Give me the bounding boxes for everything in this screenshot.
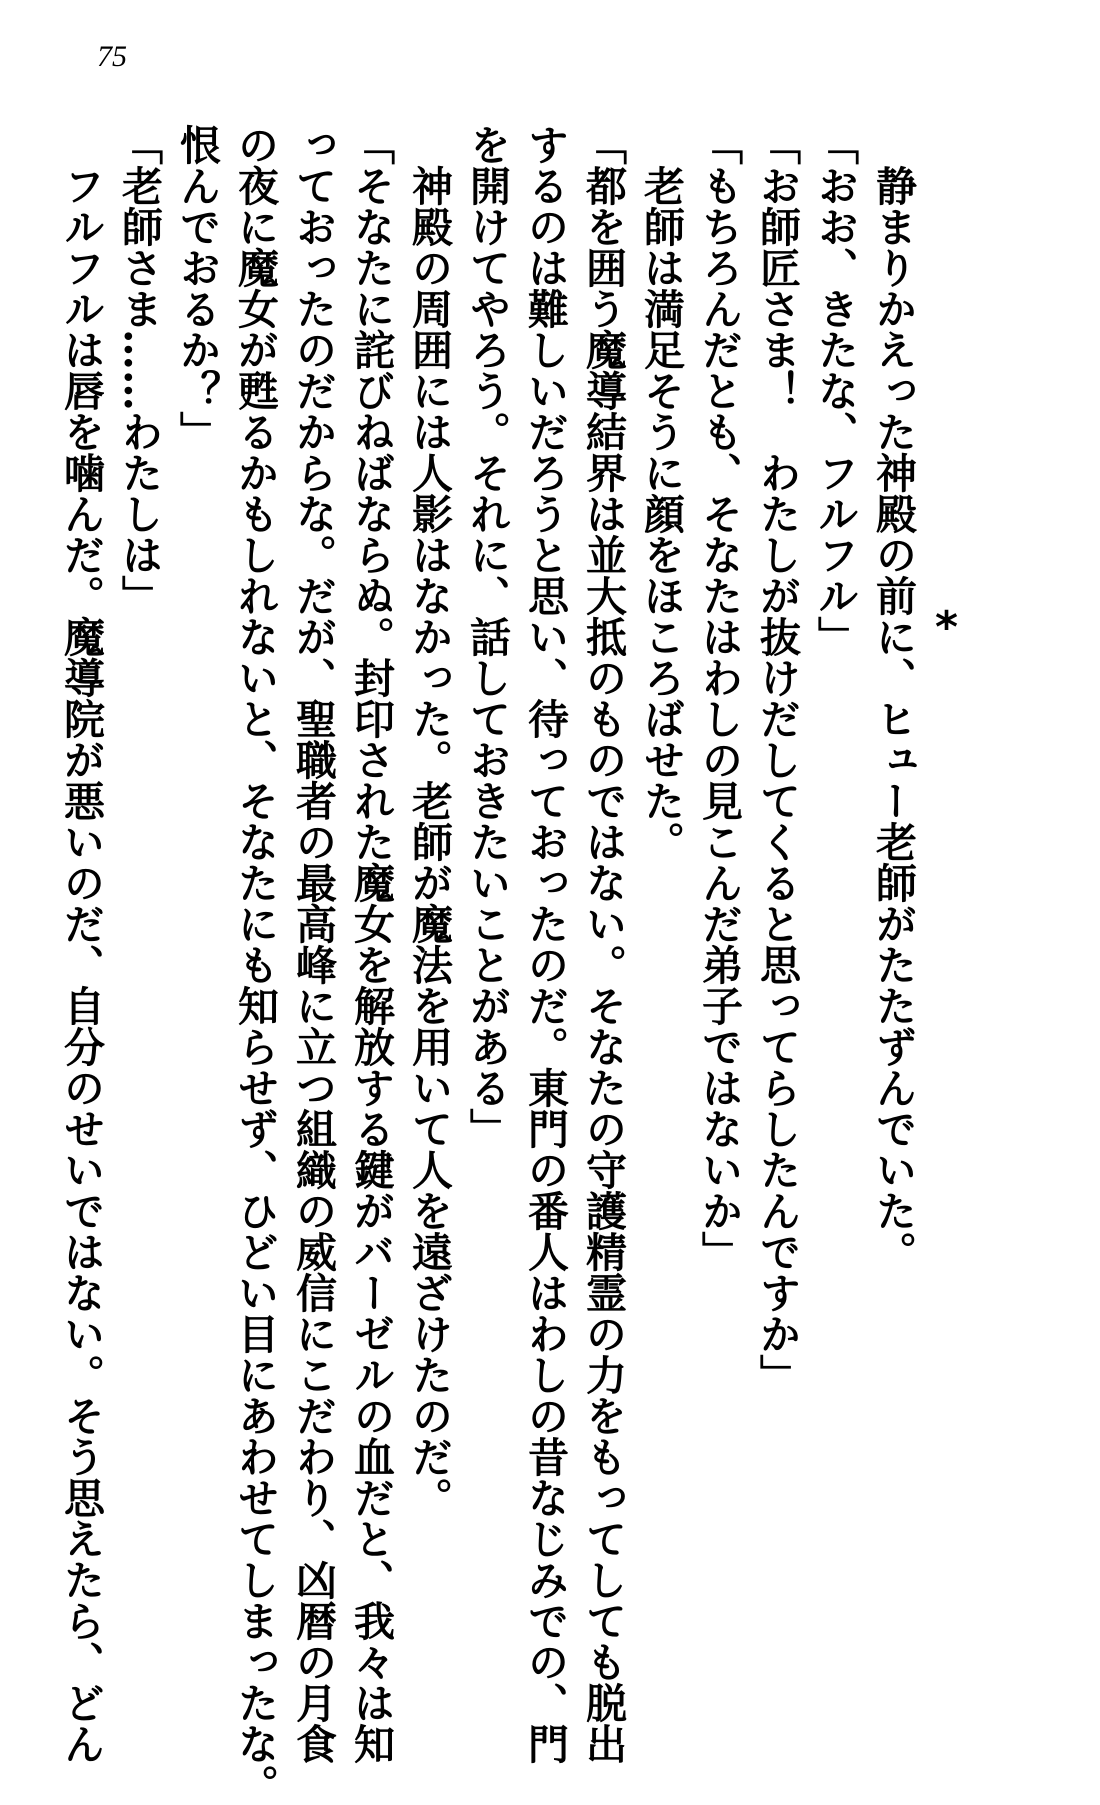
text-line: 「老師さま……わたしは」 bbox=[115, 124, 163, 616]
text-line: 「おお、きたな、フルフル」 bbox=[811, 124, 859, 657]
text-line: 静まりかえった神殿の前に、ヒュー老師がたたずんでいた。 bbox=[869, 124, 917, 1272]
scene-break-asterisk: * bbox=[935, 602, 959, 653]
text-line: フルフルは唇を噛んだ。魔導院が悪いのだ、自分のせいではない。そう思えたら、どん bbox=[57, 124, 105, 1764]
text-line: っておったのだからな。だが、聖職者の最高峰に立つ組織の威信にこだわり、凶暦の月食 bbox=[289, 124, 337, 1764]
text-line: するのは難しいだろうと思い、待っておったのだ。東門の番人はわしの昔なじみでの、門 bbox=[521, 124, 569, 1764]
text-line: 「そなたに詫びねばならぬ。封印された魔女を解放する鍵がバーゼルの血だと、我々は知 bbox=[347, 124, 395, 1764]
text-line: を開けてやろう。それに、話しておきたいことがある」 bbox=[463, 124, 511, 1149]
text-line: 神殿の周囲には人影はなかった。老師が魔法を用いて人を遠ざけたのだ。 bbox=[405, 124, 453, 1518]
text-line: 「もちろんだとも、そなたはわしの見こんだ弟子ではないか」 bbox=[695, 124, 743, 1272]
page-number: 75 bbox=[97, 40, 127, 73]
vertical-body-text bbox=[57, 124, 922, 1805]
text-line: の夜に魔女が甦るかもしれないと、そなたにも知らせず、ひどい目にあわせてしまったな。 bbox=[231, 124, 279, 1805]
text-line: 「お師匠さま！ わたしが抜けだしてくると思ってらしたんですか」 bbox=[753, 124, 801, 1395]
text-line: 恨んでおるか？」 bbox=[173, 124, 221, 452]
text-line: 「都を囲う魔導結界は並大抵のものではない。そなたの守護精霊の力をもってしても脱出 bbox=[579, 124, 627, 1764]
text-line: 老師は満足そうに顔をほころばせた。 bbox=[637, 124, 685, 862]
